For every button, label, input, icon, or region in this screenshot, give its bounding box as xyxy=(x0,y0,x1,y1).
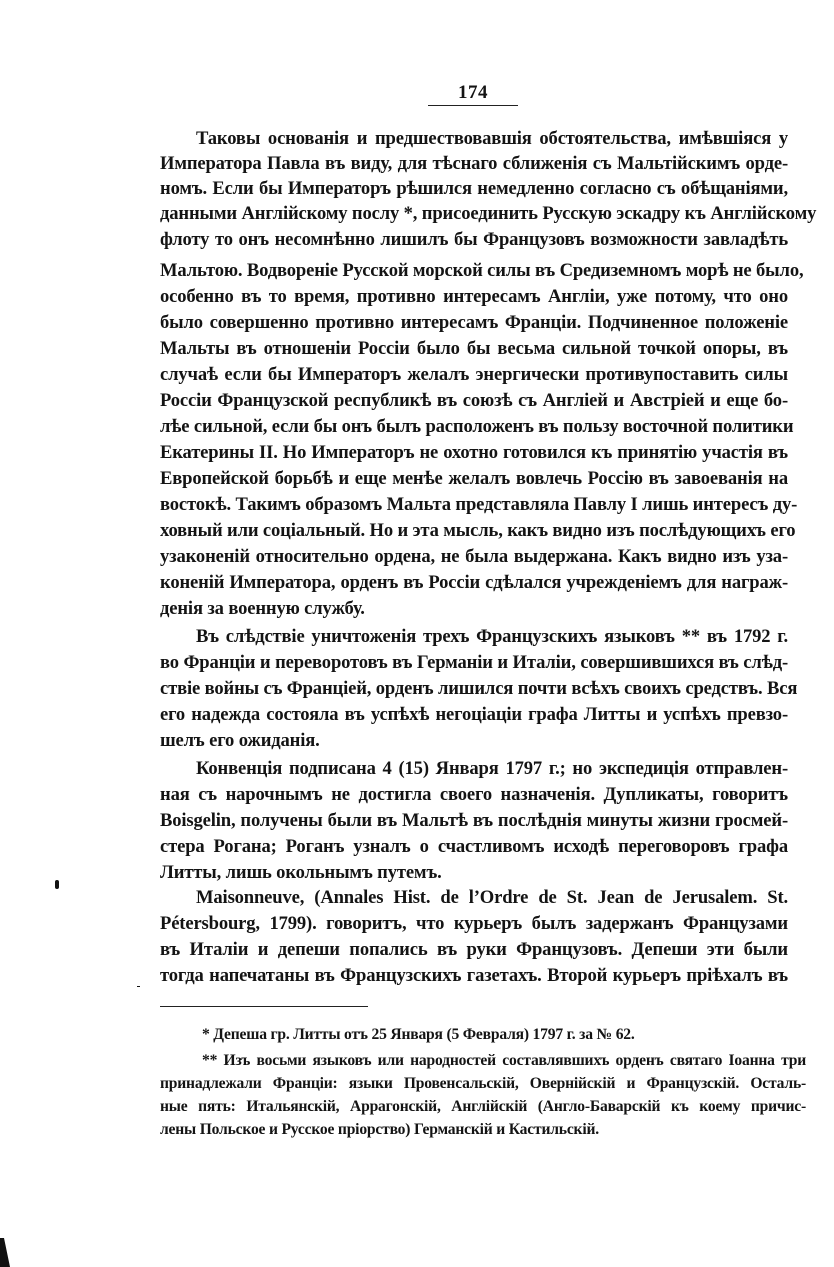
body-line: Въ слѣдствіе уничтоженія трехъ Французскихъ языковъ ** въ 1792 г. xyxy=(196,626,788,647)
body-line: номъ. Если бы Императоръ рѣшился немедленно согласно съ обѣщаніями, xyxy=(160,178,788,199)
body-line: Литты, лишь окольнымъ путемъ. xyxy=(160,862,442,883)
body-line: Таковы основанія и предшествовавшія обстоятельства, имѣвшіяся у xyxy=(196,128,788,149)
body-line: данными Англійскому послу *, присоединить Русскую эскадру къ Англійскому xyxy=(160,203,817,224)
body-line: его надежда состояла въ успѣхѣ негоціаціи графа Литты и успѣхъ превзо- xyxy=(160,704,788,725)
body-line: денія за военную службу. xyxy=(160,598,365,619)
scan-speck xyxy=(0,1238,10,1267)
body-line: флоту то онъ несомнѣнно лишилъ бы Французовъ возможности завладѣть xyxy=(160,229,788,250)
scan-speck xyxy=(137,986,140,987)
body-line: Европейской борьбѣ и еще менѣе желалъ вовлечь Россію въ завоеванія на xyxy=(160,468,788,489)
body-line: стера Рогана; Роганъ узналъ о счастливомъ исходѣ переговоровъ графа xyxy=(160,836,788,857)
body-line: Императора Павла въ виду, для тѣснаго сближенія съ Мальтійскимъ орде- xyxy=(160,153,788,174)
scan-speck xyxy=(55,880,59,889)
page-number-rule xyxy=(428,105,518,106)
body-line: особенно въ то время, противно интересамъ Англіи, уже потому, что оно xyxy=(160,286,788,307)
footnote-line: ** Изъ восьми языковъ или народностей составлявшихъ орденъ святаго Іоанна три xyxy=(202,1052,806,1069)
footnote-line: ные пять: Итальянскій, Аррагонскій, Англійскій (Англо-Баварскій къ коему причис- xyxy=(160,1098,806,1115)
body-line: Россіи Французской республикѣ въ союзѣ съ Англіей и Австріей и еще бо- xyxy=(160,390,788,411)
body-line: Мальтою. Водвореніе Русской морской силы въ Средиземномъ морѣ не было, xyxy=(160,260,804,281)
body-line: ховный или соціальный. Но и эта мысль, какъ видно изъ послѣдующихъ его xyxy=(160,520,796,541)
body-line: востокѣ. Такимъ образомъ Мальта представляла Павлу I лишь интересъ ду- xyxy=(160,494,798,515)
body-line: ная съ нарочнымъ не достигла своего назначенія. Дупликаты, говоритъ xyxy=(160,784,788,805)
body-line: Maisonneuve, (Annales Hist. de l’Ordre de St. Jean de Jerusalem. St. xyxy=(196,887,788,908)
body-line: ствіе войны съ Франціей, орденъ лишился почти всѣхъ своихъ средствъ. Вся xyxy=(160,678,798,699)
body-line: узаконеній относительно ордена, не была выдержана. Какъ видно изъ уза- xyxy=(160,546,788,567)
body-line: въ Италіи и депеши попались въ руки Французовъ. Депеши эти были xyxy=(160,939,788,960)
body-line: коненій Императора, орденъ въ Россіи сдѣлался учрежденіемъ для награж- xyxy=(160,572,788,593)
body-line: во Франціи и переворотовъ въ Германіи и Италіи, совершившихся въ слѣд- xyxy=(160,652,788,673)
footnote-line: принадлежали Франціи: языки Провенсальскій, Овернійскій и Французскій. Осталь- xyxy=(160,1075,806,1092)
footnote-line: * Депеша гр. Литты отъ 25 Января (5 Февраля) 1797 г. за № 62. xyxy=(202,1026,635,1043)
footnote-rule xyxy=(160,1006,368,1007)
page-number: 174 xyxy=(458,82,488,103)
body-line: лѣе сильной, если бы онъ былъ расположенъ въ пользу восточной политики xyxy=(160,416,794,437)
body-line: Pétersbourg, 1799). говоритъ, что курьеръ былъ задержанъ Французами xyxy=(160,913,788,934)
body-line: случаѣ если бы Императоръ желалъ энергически противупоставить силы xyxy=(160,364,788,385)
body-line: Екатерины II. Но Императоръ не охотно готовился къ принятію участія въ xyxy=(160,442,788,463)
body-line: шелъ его ожиданія. xyxy=(160,730,320,751)
body-line: Boisgelin, получены были въ Мальтѣ въ послѣднія минуты жизни гросмей- xyxy=(160,810,788,831)
body-line: было совершенно противно интересамъ Франціи. Подчиненное положеніе xyxy=(160,312,788,333)
body-line: тогда напечатаны въ Французскихъ газетахъ. Второй курьеръ пріѣхалъ въ xyxy=(160,965,788,986)
footnote-line: лены Польское и Русское пріорство) Германскій и Кастильскій. xyxy=(160,1121,599,1138)
body-line: Мальты въ отношеніи Россіи было бы весьма сильной точкой опоры, въ xyxy=(160,338,788,359)
body-line: Конвенція подписана 4 (15) Января 1797 г.; но экспедиція отправлен- xyxy=(196,758,788,779)
